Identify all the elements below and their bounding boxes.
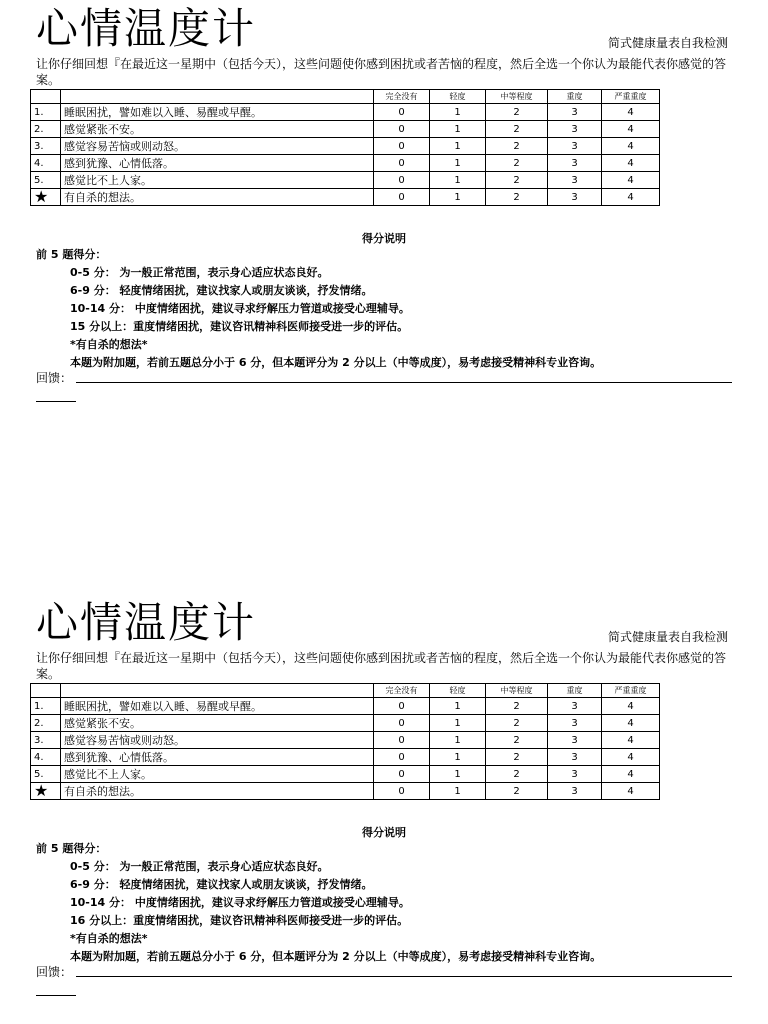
score-option[interactable]: 3 (548, 172, 602, 189)
column-header: 中等程度 (486, 90, 548, 104)
column-header: 中等程度 (486, 684, 548, 698)
column-header: 完全没有 (374, 684, 430, 698)
item-number: 2. (31, 121, 61, 138)
item-text: 睡眠困扰，譬如难以入睡、易醒或早醒。 (61, 104, 374, 121)
score-option[interactable]: 1 (430, 749, 486, 766)
score-option[interactable]: 2 (486, 155, 548, 172)
score-option[interactable]: 4 (602, 698, 660, 715)
score-option[interactable]: 1 (430, 121, 486, 138)
divider-line (36, 995, 76, 996)
score-option[interactable]: 4 (602, 172, 660, 189)
score-option[interactable]: 2 (486, 189, 548, 206)
score-option[interactable]: 0 (374, 766, 430, 783)
divider-line (36, 401, 76, 402)
star-icon: ★ (34, 782, 49, 800)
score-option[interactable]: 3 (548, 189, 602, 206)
item-text: 感到犹豫、心情低落。 (61, 749, 374, 766)
score-option[interactable]: 1 (430, 698, 486, 715)
score-option[interactable]: 2 (486, 138, 548, 155)
mood-form-2 (0, 594, 768, 1014)
scoring-line: 前 5 题得分： (36, 842, 107, 855)
score-option[interactable]: 4 (602, 121, 660, 138)
rating-table (30, 89, 660, 206)
score-option[interactable]: 0 (374, 104, 430, 121)
score-option[interactable]: 3 (548, 698, 602, 715)
score-option[interactable]: 1 (430, 732, 486, 749)
score-option[interactable]: 0 (374, 698, 430, 715)
score-option[interactable]: 2 (486, 766, 548, 783)
score-option[interactable]: 2 (486, 715, 548, 732)
table-row (31, 189, 660, 206)
header-blank (61, 684, 374, 698)
score-option[interactable]: 1 (430, 783, 486, 800)
table-header-row (31, 90, 660, 104)
item-number: 3. (31, 732, 61, 749)
scoring-line: *有自杀的想法* (70, 338, 148, 351)
table-row (31, 104, 660, 121)
score-option[interactable]: 4 (602, 189, 660, 206)
score-option[interactable]: 1 (430, 766, 486, 783)
item-text: 感觉容易苦恼或则动怒。 (61, 732, 374, 749)
item-number: 1. (31, 698, 61, 715)
form-title: 心情温度计 (36, 4, 257, 53)
instructions: 让你仔细回想『在最近这一星期中（包括今天），这些问题使你感到困扰或者苦恼的程度，然后全选一个你认为最能代表你感觉的答案。 (36, 57, 727, 87)
score-option[interactable]: 2 (486, 121, 548, 138)
scoring-line: 16 分以上：重度情绪困扰，建议咨讯精神科医师接受进一步的评估。 (70, 914, 409, 927)
table-row (31, 783, 660, 800)
star-icon: ★ (34, 188, 49, 206)
star-icon (31, 189, 61, 206)
score-option[interactable]: 4 (602, 138, 660, 155)
table-header-row (31, 684, 660, 698)
scoring-line: 6-9 分： 轻度情绪困扰，建议找家人或朋友谈谈，抒发情绪。 (70, 284, 373, 297)
feedback-line[interactable] (76, 382, 732, 383)
score-option[interactable]: 2 (486, 732, 548, 749)
scoring-line: 6-9 分： 轻度情绪困扰，建议找家人或朋友谈谈，抒发情绪。 (70, 878, 373, 891)
score-option[interactable]: 1 (430, 172, 486, 189)
table-row (31, 766, 660, 783)
column-header: 轻度 (430, 684, 486, 698)
score-option[interactable]: 3 (548, 783, 602, 800)
scoring-line: 0-5 分： 为一般正常范围，表示身心适应状态良好。 (70, 266, 329, 279)
scoring-title: 得分说明 (362, 826, 406, 839)
item-text: 感到犹豫、心情低落。 (61, 155, 374, 172)
scoring-explanation (36, 246, 756, 372)
feedback-label: 回馈： (36, 371, 73, 385)
table-row (31, 138, 660, 155)
score-option[interactable]: 4 (602, 155, 660, 172)
table-row (31, 172, 660, 189)
column-header: 严重重度 (602, 90, 660, 104)
form-title: 心情温度计 (36, 598, 257, 647)
score-option[interactable]: 3 (548, 732, 602, 749)
score-option[interactable]: 0 (374, 172, 430, 189)
scoring-explanation (36, 840, 756, 966)
score-option[interactable]: 4 (602, 715, 660, 732)
scoring-line: 前 5 题得分： (36, 248, 107, 261)
item-number: 4. (31, 155, 61, 172)
column-header: 完全没有 (374, 90, 430, 104)
item-text: 睡眠困扰，譬如难以入睡、易醒或早醒。 (61, 698, 374, 715)
item-number: 5. (31, 766, 61, 783)
score-option[interactable]: 0 (374, 783, 430, 800)
item-text: 有自杀的想法。 (61, 783, 374, 800)
item-text: 感觉比不上人家。 (61, 766, 374, 783)
column-header: 严重重度 (602, 684, 660, 698)
score-option[interactable]: 4 (602, 749, 660, 766)
table-row (31, 715, 660, 732)
score-option[interactable]: 2 (486, 104, 548, 121)
table-row (31, 749, 660, 766)
header-blank (31, 90, 61, 104)
scoring-line: *有自杀的想法* (70, 932, 148, 945)
score-option[interactable]: 1 (430, 155, 486, 172)
scoring-line: 15 分以上：重度情绪困扰，建议咨讯精神科医师接受进一步的评估。 (70, 320, 409, 333)
score-option[interactable]: 0 (374, 189, 430, 206)
item-number: 5. (31, 172, 61, 189)
score-option[interactable]: 3 (548, 121, 602, 138)
score-option[interactable]: 2 (486, 698, 548, 715)
score-option[interactable]: 1 (430, 189, 486, 206)
item-text: 有自杀的想法。 (61, 189, 374, 206)
scoring-title: 得分说明 (362, 232, 406, 245)
score-option[interactable]: 1 (430, 715, 486, 732)
item-text: 感觉紧张不安。 (61, 715, 374, 732)
score-option[interactable]: 4 (602, 783, 660, 800)
score-option[interactable]: 2 (486, 172, 548, 189)
feedback-label: 回馈： (36, 965, 73, 979)
score-option[interactable]: 4 (602, 104, 660, 121)
score-option[interactable]: 2 (486, 749, 548, 766)
form-subtitle: 简式健康量表自我检测 (607, 630, 728, 644)
star-icon (31, 783, 61, 800)
score-option[interactable]: 0 (374, 138, 430, 155)
scoring-line: 本题为附加题，若前五题总分小于 6 分，但本题评分为 2 分以上（中等成度），易考虑接受精神科专业咨询。 (70, 356, 602, 369)
score-option[interactable]: 3 (548, 155, 602, 172)
score-option[interactable]: 3 (548, 749, 602, 766)
item-text: 感觉容易苦恼或则动怒。 (61, 138, 374, 155)
feedback-line[interactable] (76, 976, 732, 977)
scoring-line: 10-14 分： 中度情绪困扰，建议寻求纾解压力管道或接受心理辅导。 (70, 896, 410, 909)
form-subtitle: 简式健康量表自我检测 (607, 36, 728, 50)
mood-form-1 (0, 0, 768, 420)
item-text: 感觉比不上人家。 (61, 172, 374, 189)
score-option[interactable]: 4 (602, 732, 660, 749)
rating-table (30, 683, 660, 800)
score-option[interactable]: 3 (548, 715, 602, 732)
score-option[interactable]: 0 (374, 749, 430, 766)
item-number: 4. (31, 749, 61, 766)
item-number: 3. (31, 138, 61, 155)
score-option[interactable]: 4 (602, 766, 660, 783)
score-option[interactable]: 2 (486, 783, 548, 800)
column-header: 重度 (548, 684, 602, 698)
score-option[interactable]: 3 (548, 138, 602, 155)
header-blank (61, 90, 374, 104)
instructions: 让你仔细回想『在最近这一星期中（包括今天），这些问题使你感到困扰或者苦恼的程度，然后全选一个你认为最能代表你感觉的答案。 (36, 651, 727, 681)
column-header: 重度 (548, 90, 602, 104)
score-option[interactable]: 3 (548, 766, 602, 783)
item-text: 感觉紧张不安。 (61, 121, 374, 138)
column-header: 轻度 (430, 90, 486, 104)
score-option[interactable]: 0 (374, 715, 430, 732)
item-number: 1. (31, 104, 61, 121)
scoring-line: 本题为附加题，若前五题总分小于 6 分，但本题评分为 2 分以上（中等成度），易考虑接受精神科专业咨询。 (70, 950, 602, 963)
score-option[interactable]: 1 (430, 104, 486, 121)
score-option[interactable]: 0 (374, 732, 430, 749)
score-option[interactable]: 0 (374, 121, 430, 138)
score-option[interactable]: 1 (430, 138, 486, 155)
table-row (31, 732, 660, 749)
scoring-line: 0-5 分： 为一般正常范围，表示身心适应状态良好。 (70, 860, 329, 873)
header-blank (31, 684, 61, 698)
scoring-line: 10-14 分： 中度情绪困扰，建议寻求纾解压力管道或接受心理辅导。 (70, 302, 410, 315)
score-option[interactable]: 3 (548, 104, 602, 121)
table-row (31, 121, 660, 138)
table-row (31, 155, 660, 172)
score-option[interactable]: 0 (374, 155, 430, 172)
table-row (31, 698, 660, 715)
item-number: 2. (31, 715, 61, 732)
